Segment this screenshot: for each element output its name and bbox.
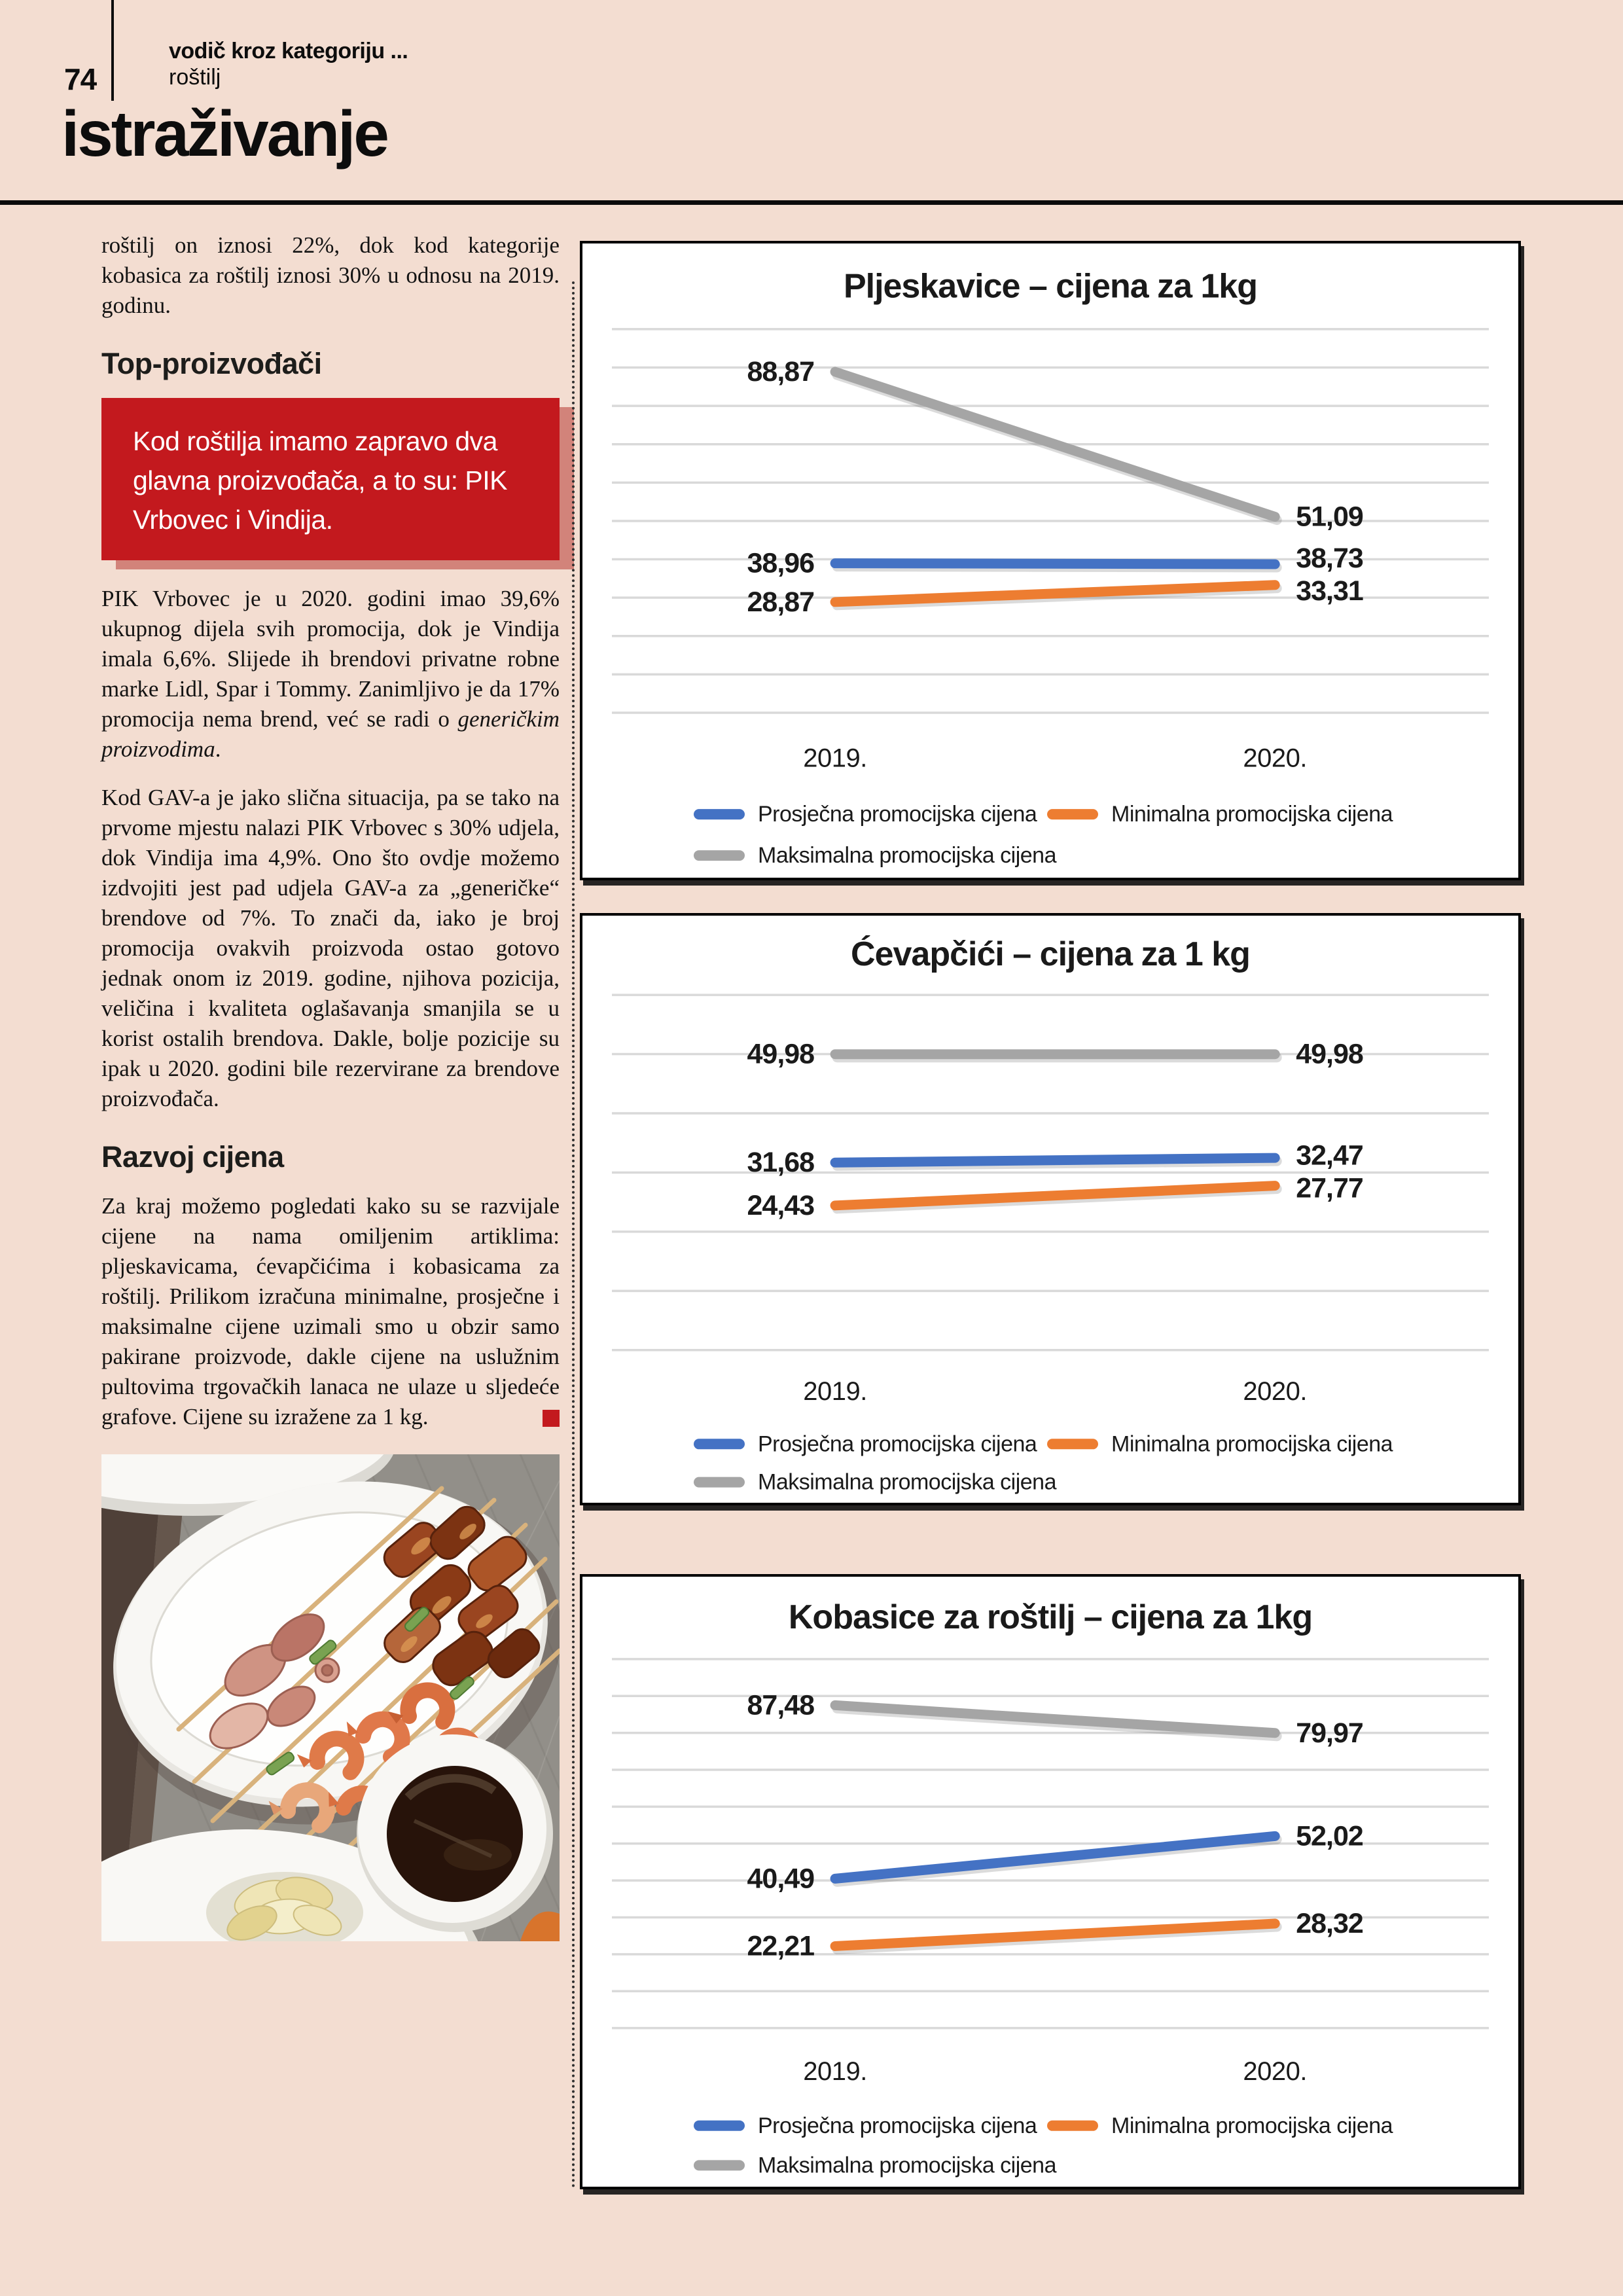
x-axis-label: 2019. <box>803 1377 867 1407</box>
kicker-title: vodič kroz kategoriju ... <box>169 39 408 63</box>
header-divider-line <box>111 0 114 101</box>
data-label: 24,43 <box>747 1189 815 1221</box>
paragraph-producers <box>101 584 560 764</box>
article-column <box>101 230 560 1941</box>
data-label: 79,97 <box>1296 1717 1363 1749</box>
data-label: 27,77 <box>1296 1172 1363 1204</box>
paragraph-prices-text: Za kraj možemo pogledati kako su se razvijale cijene na nama omiljenim artiklima: pljeskavicama, ćevapčićima i kobasicama za roštilj. Prilikom izračuna minimalne, prosječne i maksimalne cijene uzimali smo u obzir samo pakirane proizvode, dakle cijene na uslužnim pultovima trgovačkih lanaca ne ulaze u sljedeće grafove. Cijene su izražene za 1 kg. <box>101 1193 560 1429</box>
chart-kobasice <box>580 1574 1521 2189</box>
data-label: 28,87 <box>747 586 815 618</box>
header-rule <box>0 200 1623 205</box>
series-line <box>835 1158 1275 1162</box>
legend-label: Minimalna promocijska cijena <box>1111 1431 1393 1457</box>
paragraph-intro: roštilj on iznosi 22%, dok kod kategorije kobasica za roštilj iznosi 30% u odnosu na 2019. godinu. <box>101 232 560 318</box>
data-label: 33,31 <box>1296 575 1363 607</box>
line-chart <box>582 243 1518 878</box>
legend-swatch <box>694 1477 745 1488</box>
pull-quote-text: Kod roštilja imamo zapravo dva glavna proizvođača, a to su: PIK Vrbovec i Vindija. <box>133 426 508 535</box>
x-axis-label: 2020. <box>1243 744 1308 773</box>
page-number: 74 <box>64 62 97 96</box>
line-chart <box>582 916 1518 1503</box>
legend-label: Maksimalna promocijska cijena <box>758 1469 1057 1495</box>
grill-photo <box>101 1454 560 1941</box>
column-divider <box>572 281 575 2189</box>
data-label: 22,21 <box>747 1930 815 1962</box>
chart-title: Kobasice za roštilj – cijena za 1kg <box>788 1598 1313 1637</box>
page-title: istraživanje <box>62 98 387 170</box>
category-kicker <box>169 38 408 90</box>
legend-label: Prosječna promocijska cijena <box>758 1431 1037 1457</box>
data-label: 52,02 <box>1296 1820 1363 1852</box>
series-line <box>835 1705 1275 1732</box>
data-label: 40,49 <box>747 1863 815 1895</box>
legend-swatch <box>694 809 745 819</box>
end-of-article-marker <box>543 1410 560 1427</box>
legend-label: Prosječna promocijska cijena <box>758 802 1037 827</box>
paragraph-prices <box>101 1191 560 1432</box>
x-axis-label: 2019. <box>803 2056 867 2086</box>
data-label: 88,87 <box>747 356 815 388</box>
chart-title: Ćevapčići – cijena za 1 kg <box>851 935 1250 974</box>
subheading-top-proizvodaci: Top-proizvođači <box>101 347 322 380</box>
legend-swatch <box>1047 2121 1098 2131</box>
data-label: 87,48 <box>747 1689 815 1721</box>
paragraph-producers-italic: generičkim proizvodima <box>101 706 560 762</box>
legend-swatch <box>694 1439 745 1449</box>
legend-label: Maksimalna promocijska cijena <box>758 2153 1057 2178</box>
x-axis-label: 2019. <box>803 744 867 773</box>
grill-photo-illustration <box>101 1454 560 1941</box>
legend-swatch <box>1047 809 1098 819</box>
x-axis-label: 2020. <box>1243 2056 1308 2086</box>
chart-title: Pljeskavice – cijena za 1kg <box>843 267 1258 306</box>
legend-label: Maksimalna promocijska cijena <box>758 843 1057 869</box>
data-label: 49,98 <box>1296 1038 1363 1070</box>
data-label: 38,96 <box>747 547 815 579</box>
legend-swatch <box>694 2121 745 2131</box>
paragraph-producers-end: . <box>215 736 221 762</box>
paragraph-gav: Kod GAV-a je jako slična situacija, pa se tako na prvome mjestu nalazi PIK Vrbovec s 30% udjela, dok Vindija ima 4,9%. Ono što ovdje možemo izdvojiti jest pad udjela GAV-a za „generičke“ brendove od 7%. To znači da, iako je broj promocija ovakvih proizvoda ostao gotovo jednak onom iz 2019. godine, njihova pozicija, veličina i kvaliteta oglašavanja smanjila se u korist ostalih brendova. Dakle, bolje pozicije su ipak u 2020. godini bile rezervirane za brendove proizvođača. <box>101 785 560 1111</box>
pull-quote-box <box>101 398 560 560</box>
chart-cevapcici <box>580 913 1521 1505</box>
data-label: 31,68 <box>747 1147 815 1179</box>
legend-swatch <box>694 850 745 861</box>
subheading-razvoj-cijena: Razvoj cijena <box>101 1140 284 1174</box>
kicker-subtitle: roštilj <box>169 65 221 90</box>
legend-swatch <box>694 2160 745 2170</box>
legend-label: Minimalna promocijska cijena <box>1111 802 1393 827</box>
data-label: 51,09 <box>1296 501 1363 533</box>
legend-label: Minimalna promocijska cijena <box>1111 2113 1393 2138</box>
data-label: 28,32 <box>1296 1907 1363 1939</box>
legend-label: Prosječna promocijska cijena <box>758 2113 1037 2138</box>
data-label: 32,47 <box>1296 1139 1363 1172</box>
legend-swatch <box>1047 1439 1098 1449</box>
data-label: 49,98 <box>747 1038 815 1070</box>
x-axis-label: 2020. <box>1243 1377 1308 1407</box>
data-label: 38,73 <box>1296 542 1363 574</box>
paragraph-producers-text: PIK Vrbovec je u 2020. godini imao 39,6% ukupnog dijela svih promocija, dok je Vindija imala 6,6%. Slijede ih brendovi privatne robne marke Lidl, Spar i Tommy. Zanimljivo je da 17% promocija nema brend, već se radi o <box>101 586 560 732</box>
chart-pljeskavice <box>580 241 1521 880</box>
line-chart <box>582 1577 1518 2187</box>
